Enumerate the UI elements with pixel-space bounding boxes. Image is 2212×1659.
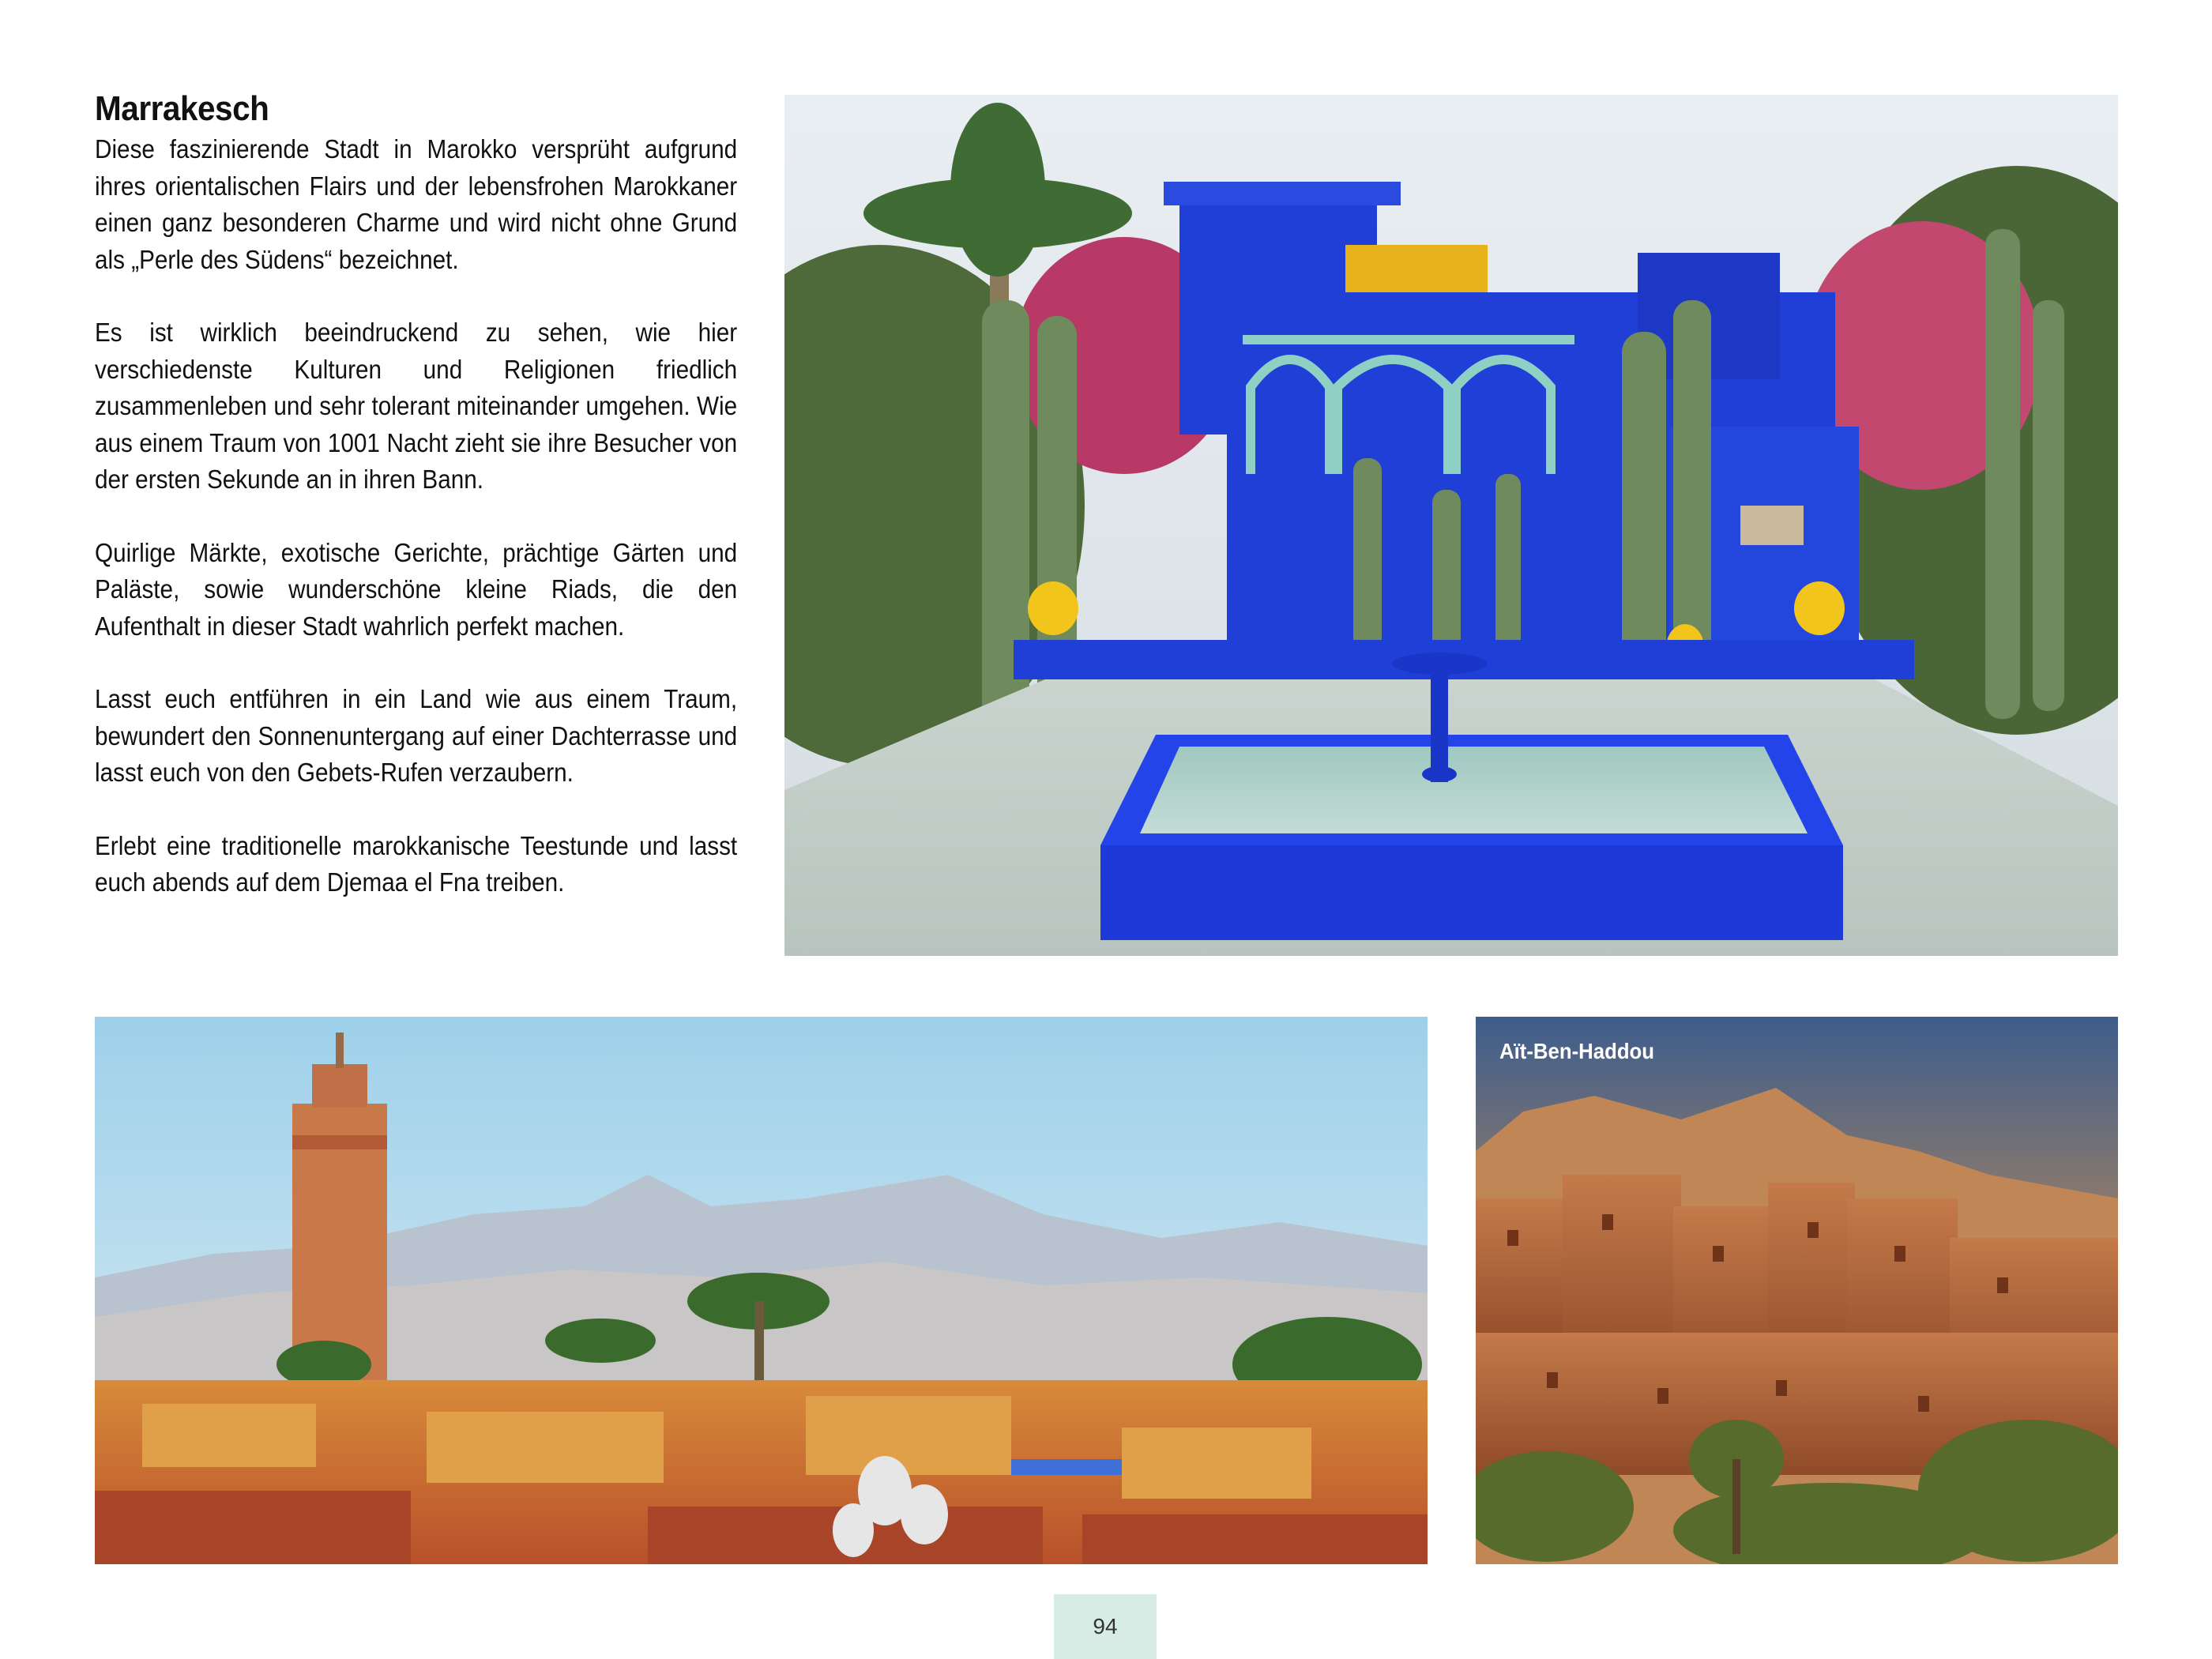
garden-photo [784,95,2118,956]
marrakech-skyline-photo [95,1017,1428,1564]
article-text [95,87,738,938]
article-paragraph: Quirlige Märkte, exotische Gerichte, prächtige Gärten und Paläste, sowie wunderschöne kleine Riads, die den Aufenthalt in dieser Stadt wahrlich perfekt machen. [95,537,738,641]
photo-caption: Aït-Ben-Haddou [1499,1039,1655,1063]
article-paragraph: Lasst euch entführen in ein Land wie aus einem Traum, bewundert den Sonnenuntergang auf einer Dachterrasse und lasst euch von den Gebets-Rufen verzaubern. [95,684,738,787]
page-number: 94 [1054,1594,1157,1659]
ait-ben-haddou-photo [1476,1017,2118,1564]
article-paragraph: Erlebt eine traditionelle marokkanische Teestunde und lasst euch abends auf dem Djemaa el Fna treiben. [95,830,738,897]
article-paragraph: Diese faszinierende Stadt in Marokko versprüht aufgrund ihres orientalischen Flairs und der lebensfrohen Marokkaner einen ganz besonderen Charme und wird nicht ohne Grund als „Perle des Südens“ bezeichnet. [95,134,738,274]
article-title: Marrakesch [95,89,269,128]
article-paragraph: Es ist wirklich beeindruckend zu sehen, wie hier verschiedenste Kulturen und Religionen friedlich zusammenleben und sehr tolerant miteinander umgehen. Wie aus einem Traum von 1001 Nacht zieht sie ihre Besucher von der ersten Sekunde an in ihren Bann. [95,318,738,494]
